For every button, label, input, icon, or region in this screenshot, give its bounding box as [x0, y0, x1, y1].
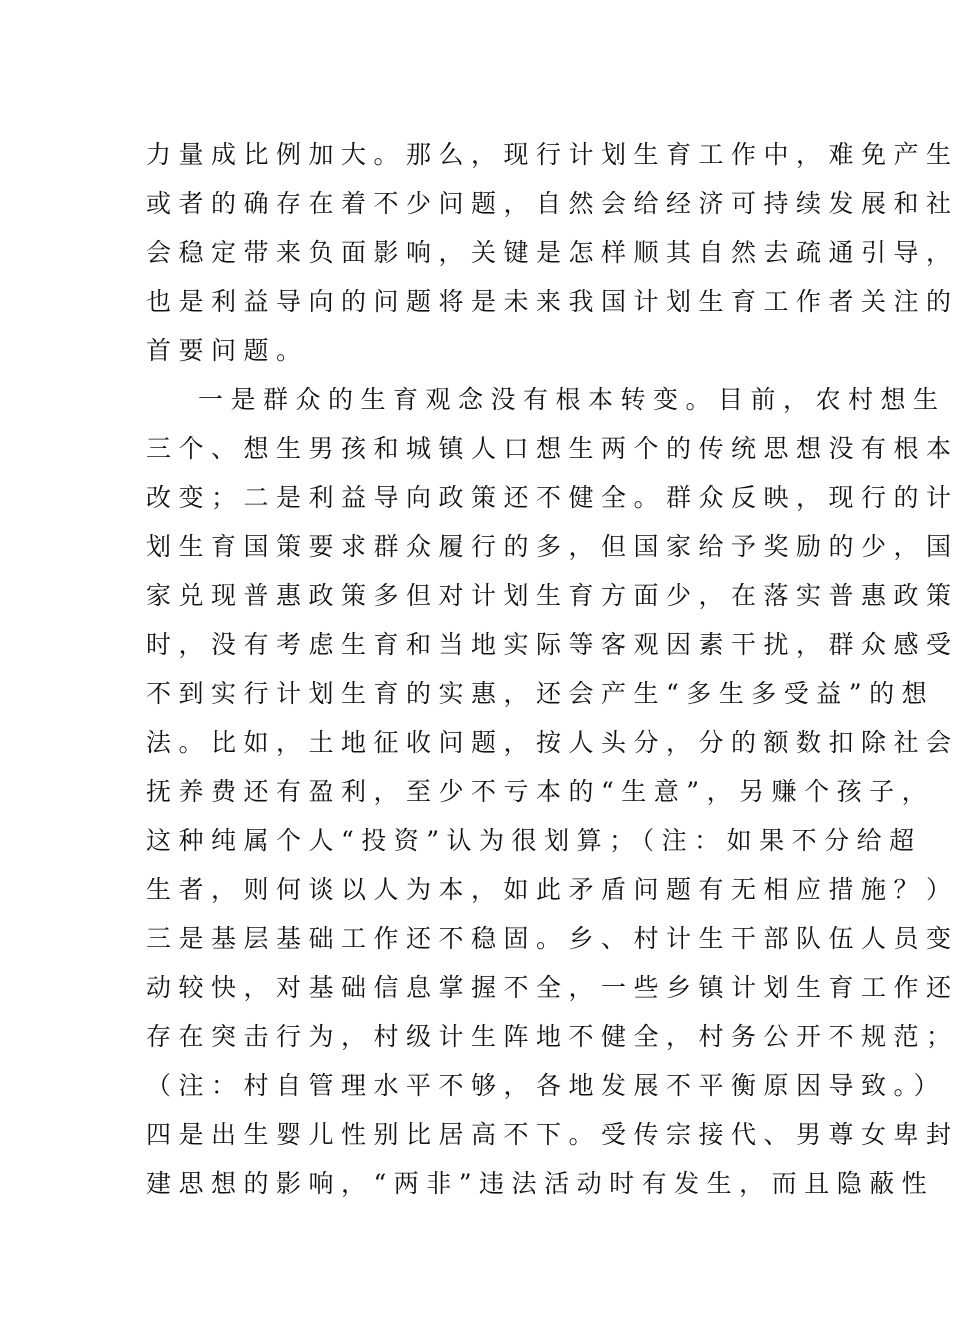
text-line: 法。比如，土地征收问题，按人头分，分的额数扣除社会 — [146, 728, 959, 757]
text-line: 不到实行计划生育的实惠，还会产生“多生多受益”的想 — [146, 679, 935, 708]
text-line: 建思想的影响，“两非”违法活动时有发生，而且隐蔽性 — [146, 1169, 935, 1198]
text-line: 抚养费还有盈利，至少不亏本的“生意”，另赚个孩子， — [146, 777, 935, 806]
text-line: 生者，则何谈以人为本，如此矛盾问题有无相应措施？） — [146, 875, 959, 904]
text-line: 三个、想生男孩和城镇人口想生两个的传统思想没有根本 — [146, 434, 959, 463]
text-line: 存在突击行为，村级计生阵地不健全，村务公开不规范； — [146, 1022, 959, 1051]
text-line: 四是出生婴儿性别比居高不下。受传宗接代、男尊女卑封 — [146, 1120, 959, 1149]
text-line: 这种纯属个人“投资”认为很划算；（注：如果不分给超 — [146, 826, 922, 855]
text-line: 会稳定带来负面影响，关键是怎样顺其自然去疏通引导， — [146, 238, 959, 267]
text-line: 也是利益导向的问题将是未来我国计划生育工作者关注的 — [146, 287, 959, 316]
text-line: 家兑现普惠政策多但对计划生育方面少，在落实普惠政策 — [146, 581, 959, 610]
text-line: 改变；二是利益导向政策还不健全。群众反映，现行的计 — [146, 483, 959, 512]
text-line: （注：村自管理水平不够，各地发展不平衡原因导致。） — [146, 1071, 947, 1100]
text-line: 三是基层基础工作还不稳固。乡、村计生干部队伍人员变 — [146, 924, 959, 953]
text-line: 划生育国策要求群众履行的多，但国家给予奖励的少，国 — [146, 532, 959, 561]
text-line: 首要问题。 — [146, 336, 309, 365]
text-line: 时，没有考虑生育和当地实际等客观因素干扰，群众感受 — [146, 630, 959, 659]
paragraph-start-line: 一是群众的生育观念没有根本转变。目前，农村想生 — [198, 385, 946, 414]
text-line: 或者的确存在着不少问题，自然会给经济可持续发展和社 — [146, 189, 959, 218]
text-line: 力量成比例加大。那么，现行计划生育工作中，难免产生 — [146, 140, 959, 169]
body-text — [146, 130, 959, 1208]
text-line: 动较快，对基础信息掌握不全，一些乡镇计划生育工作还 — [146, 973, 959, 1002]
